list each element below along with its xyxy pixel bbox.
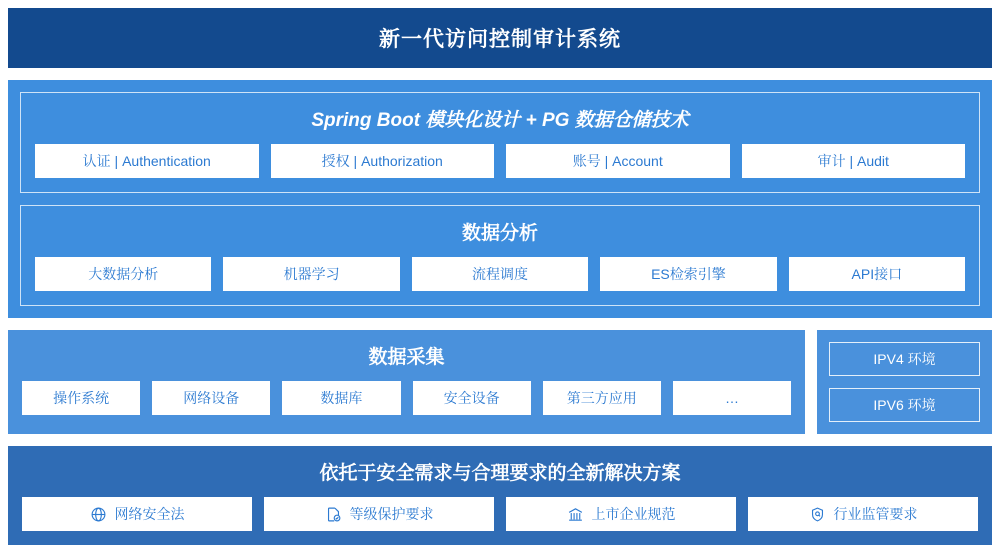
collection-chip-row: [22, 381, 791, 415]
analysis-chip-process-scheduling[interactable]: 流程调度: [412, 257, 588, 291]
collection-chip-security-device[interactable]: 安全设备: [413, 381, 531, 415]
core-chip-audit[interactable]: 审计 | Audit: [742, 144, 966, 178]
environment-chip-ipv6[interactable]: IPV6 环境: [829, 388, 980, 422]
solution-chip-industry-regulation[interactable]: [748, 497, 978, 531]
core-chip-authentication[interactable]: 认证 | Authentication: [35, 144, 259, 178]
globe-icon: [90, 506, 107, 523]
collection-chip-more[interactable]: …: [673, 381, 791, 415]
solution-chip-label: 上市企业规范: [591, 506, 676, 522]
analysis-chip-bigdata[interactable]: 大数据分析: [35, 257, 211, 291]
collection-chip-network-device[interactable]: 网络设备: [152, 381, 270, 415]
shield-search-icon: [809, 506, 826, 523]
collection-chip-database[interactable]: 数据库: [282, 381, 400, 415]
bank-icon: [567, 506, 584, 523]
solution-title: 依托于安全需求与合理要求的全新解决方案: [319, 463, 681, 484]
analysis-chip-row: [35, 257, 965, 291]
environment-chip-ipv4[interactable]: IPV4 环境: [829, 342, 980, 376]
page-title: 新一代访问控制审计系统: [379, 28, 621, 51]
solution-chip-mlps-requirement[interactable]: [264, 497, 494, 531]
solution-section: [8, 446, 992, 545]
analysis-panel-title: 数据分析: [461, 223, 538, 244]
collection-main: [8, 330, 805, 434]
core-chip-row: [35, 144, 965, 178]
analysis-panel: [20, 205, 980, 306]
core-chip-account[interactable]: 账号 | Account: [506, 144, 730, 178]
analysis-chip-machine-learning[interactable]: 机器学习: [223, 257, 399, 291]
environment-panel: [817, 330, 992, 434]
document-check-icon: [325, 506, 342, 523]
header-banner: [8, 8, 992, 68]
solution-chip-label: 行业监管要求: [833, 506, 918, 522]
collection-section: [8, 330, 992, 434]
solution-chip-label: 网络安全法: [114, 506, 185, 522]
platform-section: [8, 80, 992, 318]
collection-chip-os[interactable]: 操作系统: [22, 381, 140, 415]
solution-chip-row: [22, 497, 978, 531]
core-chip-authorization[interactable]: 授权 | Authorization: [271, 144, 495, 178]
collection-chip-third-party-app[interactable]: 第三方应用: [543, 381, 661, 415]
collection-title: 数据采集: [368, 347, 445, 368]
analysis-chip-es-search[interactable]: ES检索引擎: [600, 257, 776, 291]
solution-chip-cybersecurity-law[interactable]: [22, 497, 252, 531]
core-panel-title: Spring Boot 模块化设计 + PG 数据仓储技术: [311, 110, 689, 131]
diagram-root: [0, 8, 1000, 537]
solution-chip-listed-company-norms[interactable]: [506, 497, 736, 531]
solution-chip-label: 等级保护要求: [349, 506, 434, 522]
core-panel: [20, 92, 980, 193]
analysis-chip-api[interactable]: API接口: [789, 257, 965, 291]
